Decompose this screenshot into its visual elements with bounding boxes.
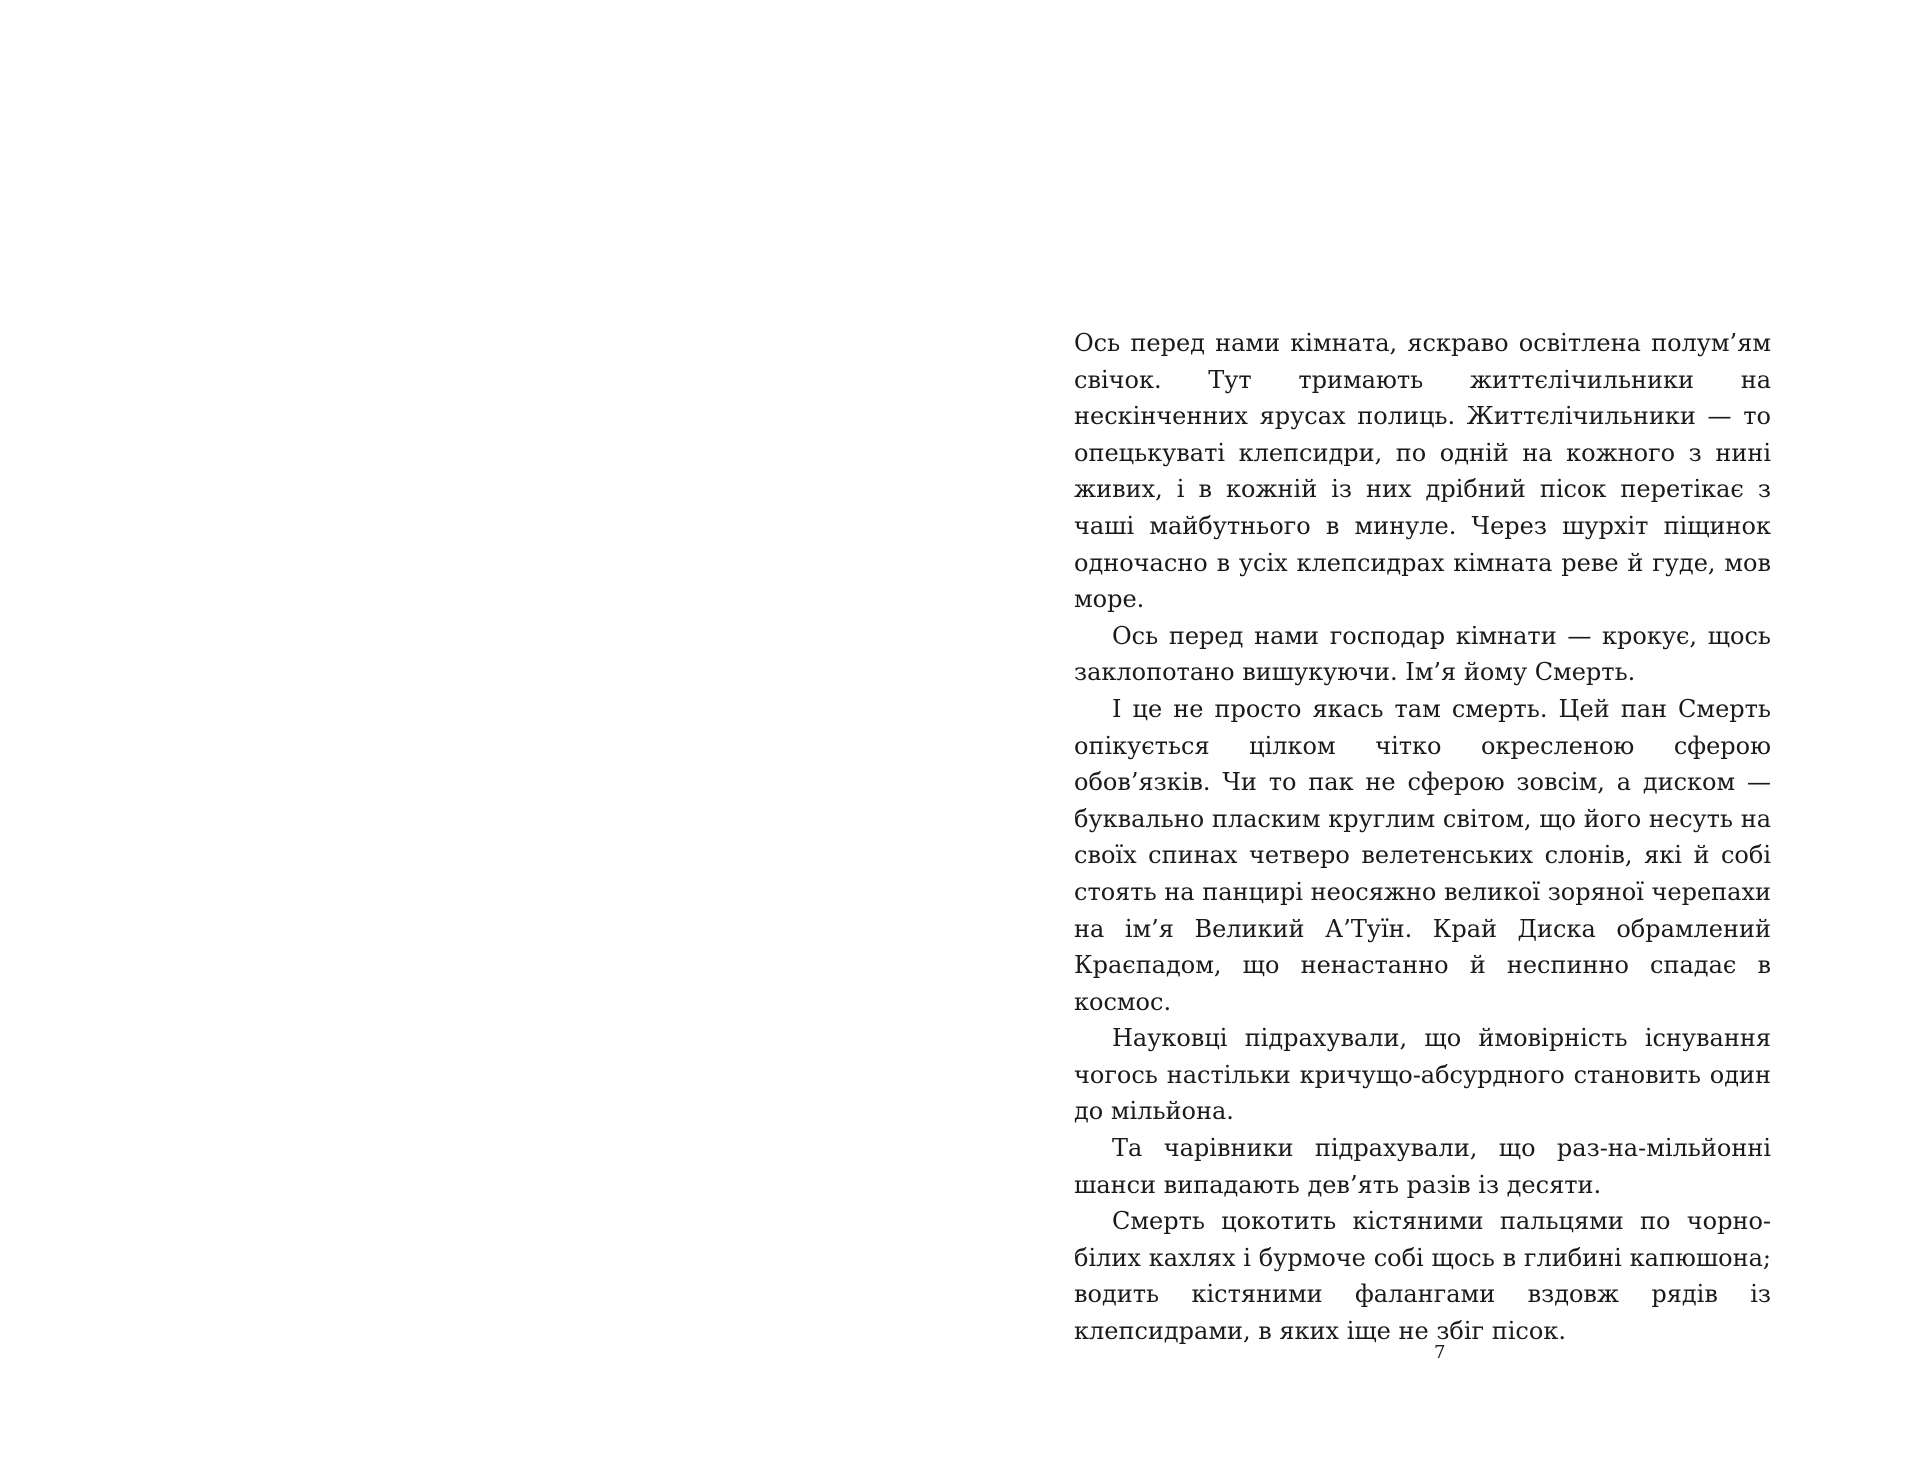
page-number-label: 7 [1434,1342,1446,1363]
paragraph-6: Смерть цокотить кістяними пальцями по чорно-білих кахлях і бурмоче собі щось в глибині капюшона; водить кістяними фалангами вздовж рядів із клепсидрами, в яких іще не збіг пісок. [1074,1207,1771,1346]
paragraph-4: Науковці підрахували, що ймовірність існування чогось настільки кричущо-абсурдного становить один до мільйона. [1074,1024,1771,1126]
body-text [1074,325,1771,1350]
paragraph-2: Ось перед нами господар кімнати — крокує, щось заклопотано вишукуючи. Ім’я йому Смерть. [1074,621,1771,687]
paragraph-3: І це не просто якась там смерть. Цей пан Смерть опікується цілком чітко окресленою сферою обов’язків. Чи то пак не сферою зовсім, а диском — буквально пласким круглим світом, що його несуть на своїх спинах четверо велетенських слонів, які й собі стоять на панцирі неосяжно великої зоряної черепахи на ім’я Великий А’Туїн. Край Диска обрамлений Краєпадом, що ненастанно й неспинно спадає в космос. [1074,694,1771,1016]
paragraph-5: Та чарівники підрахували, що раз-на-мільйонні шанси випадають дев’ять разів із десяти. [1074,1134,1771,1199]
paragraph-1: Ось перед нами кімната, яскраво освітлена полум’ям свічок. Тут тримають життєлічильники на нескінченних ярусах полиць. Життєлічильники — то опецькуваті клепсидри, по одній на кожного з нині живих, і в кожній із них дрібний пісок перетікає з чаші майбутнього в минуле. Через шурхіт піщинок одночасно в усіх клепсидрах кімната реве й гуде, мов море. [1074,329,1771,614]
right-page [960,0,1920,1477]
